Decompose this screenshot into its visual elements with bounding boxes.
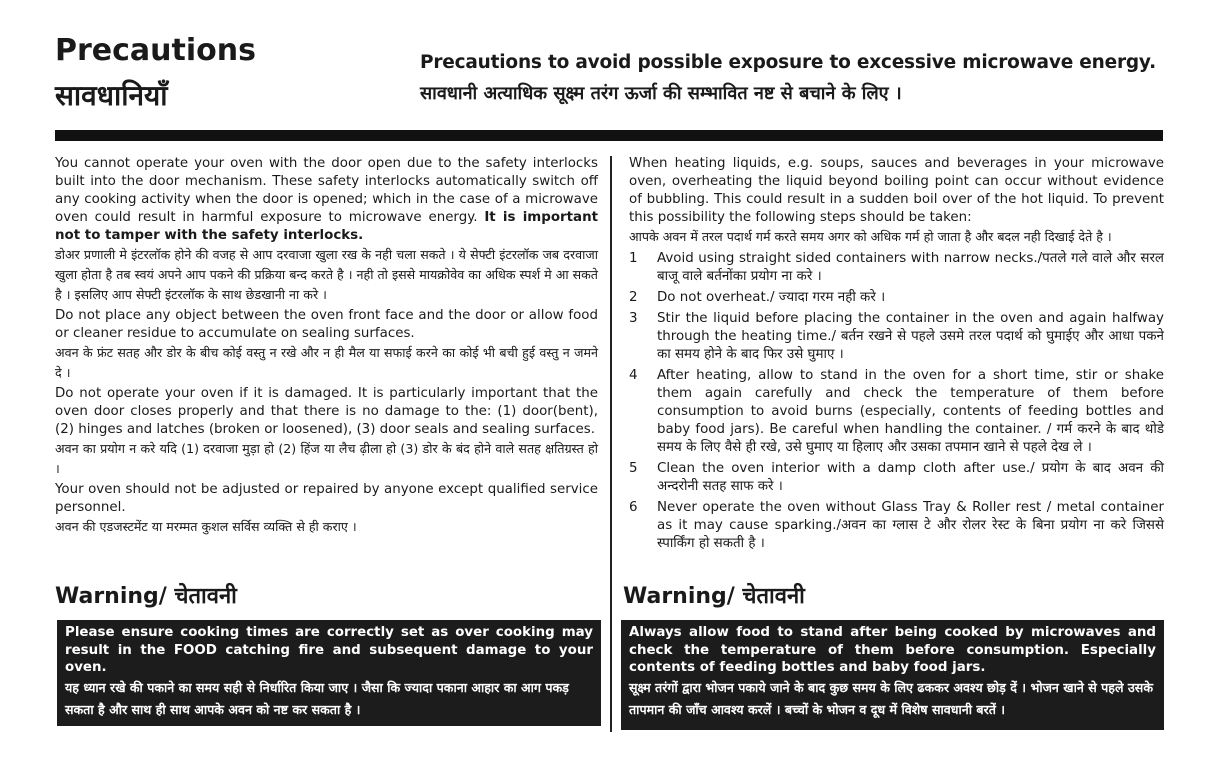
page-title-hindi: सावधानियाँ bbox=[55, 79, 168, 112]
step-text: Do not overheat./ ज्यादा गरम नही करे । bbox=[657, 290, 886, 305]
column-divider bbox=[610, 156, 612, 732]
liquids-intro-hindi: आपके अवन में तरल पदार्थ गर्म करते समय अगर को अधिक गर्म हो जाता है और बदल नही दिखाई देते है । bbox=[629, 229, 1112, 244]
object-paragraph-hindi: अवन के फ्रंट सतह और डोर के बीच कोई वस्तु न रखे और न ही मैल या सफाई करने का कोई भी बची हुई वस्तु न जमने दे । bbox=[55, 345, 598, 380]
right-column bbox=[629, 155, 1164, 553]
service-paragraph: Your oven should not be adjusted or repaired by anyone except qualified service personnel. bbox=[55, 482, 598, 515]
warning-heading-left bbox=[55, 583, 237, 611]
list-item bbox=[629, 250, 1164, 286]
warning-text-left-hindi: यह ध्यान रखे की पकाने का समय सही से निर्धारित किया जाए । जैसा कि ज्यादा पकाना आहार का आग पकड़ सकता है और साथ ही साथ आपके अवन को नष्ट कर सकता है । bbox=[65, 679, 569, 717]
warning-heading-right bbox=[623, 583, 805, 611]
interlock-text: You cannot operate your oven with the door open due to the safety interlocks built into the door mechanism. These safety interlocks automatically switch off any cooking activity when the door is opened; which in the case of a microwave oven could result in harmful exposure to microwave energy. bbox=[55, 156, 598, 225]
list-item bbox=[629, 460, 1164, 496]
step-text: Clean the oven interior with a damp cloth after use./ प्रयोग के बाद अवन की अन्दरोनी सतह साफ करे । bbox=[657, 461, 1164, 494]
object-paragraph: Do not place any object between the oven front face and the door or allow food or cleaner residue to accumulate on sealing surfaces. bbox=[55, 308, 598, 341]
header-rule bbox=[55, 130, 1163, 141]
step-number: 6 bbox=[629, 500, 638, 515]
list-item bbox=[629, 499, 1164, 553]
page-title: Precautions bbox=[55, 33, 256, 68]
warning-heading-hi: चेतावनी bbox=[742, 584, 805, 609]
warning-box-left bbox=[57, 620, 601, 726]
step-number: 3 bbox=[629, 311, 638, 326]
steps-list bbox=[629, 250, 1164, 553]
list-item bbox=[629, 310, 1164, 364]
warning-box-right bbox=[621, 620, 1164, 730]
step-text: After heating, allow to stand in the oven for a short time, stir or shake them again carefully and check the temperature of them before consumption to avoid burns (especially, contents of feeding bottles and baby food jars). Be careful when handling the container. / गर्म करने के बाद थोडे समय के लिए वैसे ही रखे, उसे घुमाए या हिलाए और उसका तपमान खाने से पहले देख ले । bbox=[657, 368, 1164, 455]
step-text: Avoid using straight sided containers with narrow necks./पतले गले वाले और सरल बाजू वाले बर्तनोंका प्रयोग ना करे । bbox=[657, 251, 1164, 284]
warning-heading-en: Warning/ bbox=[55, 584, 167, 609]
warning-text-right: Always allow food to stand after being cooked by microwaves and check the temperature of them before consumption. Especially contents of feeding bottles and baby food jars. bbox=[629, 625, 1156, 675]
page-subtitle-hindi: सावधानी अत्याधिक सूक्ष्म तरंग ऊर्जा की सम्भावित नष्ट से बचाने के लिए । bbox=[420, 83, 902, 104]
warning-heading-hi: चेतावनी bbox=[174, 584, 237, 609]
step-number: 4 bbox=[629, 368, 638, 383]
interlock-paragraph-hindi: डोअर प्रणाली मे इंटरलॉक होने की वजह से आप दरवाजा खुला रख के नही चला सकते । ये सेफ्टी इंटरलॉक जब दरवाजा खुला होता है तब स्वयं अपने आप पकने की प्रक्रिया बन्द करते है । नही तो इससे मायक्रोवेव का अधिक स्पर्श मे आ सकते है । इसलिए आप सेफ्टी इंटरलॉक के साथ छेडखानी ना करे । bbox=[55, 247, 598, 302]
list-item bbox=[629, 289, 1164, 307]
damage-paragraph: Do not operate your oven if it is damaged. It is particularly important that the oven door closes properly and that there is no damage to the: (1) door(bent), (2) hinges and latches (broken or loosened), (3) door seals and sealing surfaces. bbox=[55, 386, 598, 437]
left-column bbox=[55, 155, 598, 537]
service-paragraph-hindi: अवन की एडजस्टमेंट या मरम्मत कुशल सर्विस व्यक्ति से ही कराए । bbox=[55, 519, 357, 534]
page-subtitle: Precautions to avoid possible exposure to excessive microwave energy. bbox=[420, 52, 1156, 73]
step-number: 5 bbox=[629, 461, 638, 476]
step-number: 1 bbox=[629, 251, 638, 266]
interlock-warning-text: It is important not to tamper with the safety interlocks. bbox=[55, 210, 598, 243]
damage-paragraph-hindi: अवन का प्रयोग न करे यदि (1) दरवाजा मुड़ा हो (2) हिंज या लैच ढ़ीला हो (3) डोर के बंद होने वाले सतह क्षतिग्रस्त हो । bbox=[55, 441, 598, 476]
interlock-paragraph bbox=[55, 155, 598, 245]
step-text: Never operate the oven without Glass Tray & Roller rest / metal container as it may cause sparking./अवन का ग्लास टे और रोलर रेस्ट के बिना प्रयोग ना करे जिससे स्पार्किंग हो सकती है । bbox=[657, 500, 1164, 551]
warning-heading-en: Warning/ bbox=[623, 584, 735, 609]
step-number: 2 bbox=[629, 290, 638, 305]
list-item bbox=[629, 367, 1164, 457]
warning-text-right-hindi: सूक्ष्म तरंगों द्वारा भोजन पकाये जाने के बाद कुछ समय के लिए ढककर अवश्य छोड़ दें । भोजन खाने से पहले उसके तापमान की जाँच आवश्य करलें । बच्चों के भोजन व दूध में विशेष सावधानी बरतें । bbox=[629, 679, 1153, 717]
step-text: Stir the liquid before placing the container in the oven and again halfway through the heating time./ बर्तन रखने से पहले उसमे तरल पदार्थ को घुमाईए और आधा पकने का समय होने के बाद फिर उसे घुमाए । bbox=[657, 311, 1164, 362]
liquids-intro: When heating liquids, e.g. soups, sauces and beverages in your microwave oven, overheating the liquid beyond boiling point can occur without evidence of bubbling. This could result in a sudden boil over of the hot liquid. To prevent this possibility the following steps should be taken: bbox=[629, 156, 1164, 225]
warning-text-left: Please ensure cooking times are correctly set as over cooking may result in the FOOD catching fire and subsequent damage to your oven. bbox=[65, 625, 593, 675]
